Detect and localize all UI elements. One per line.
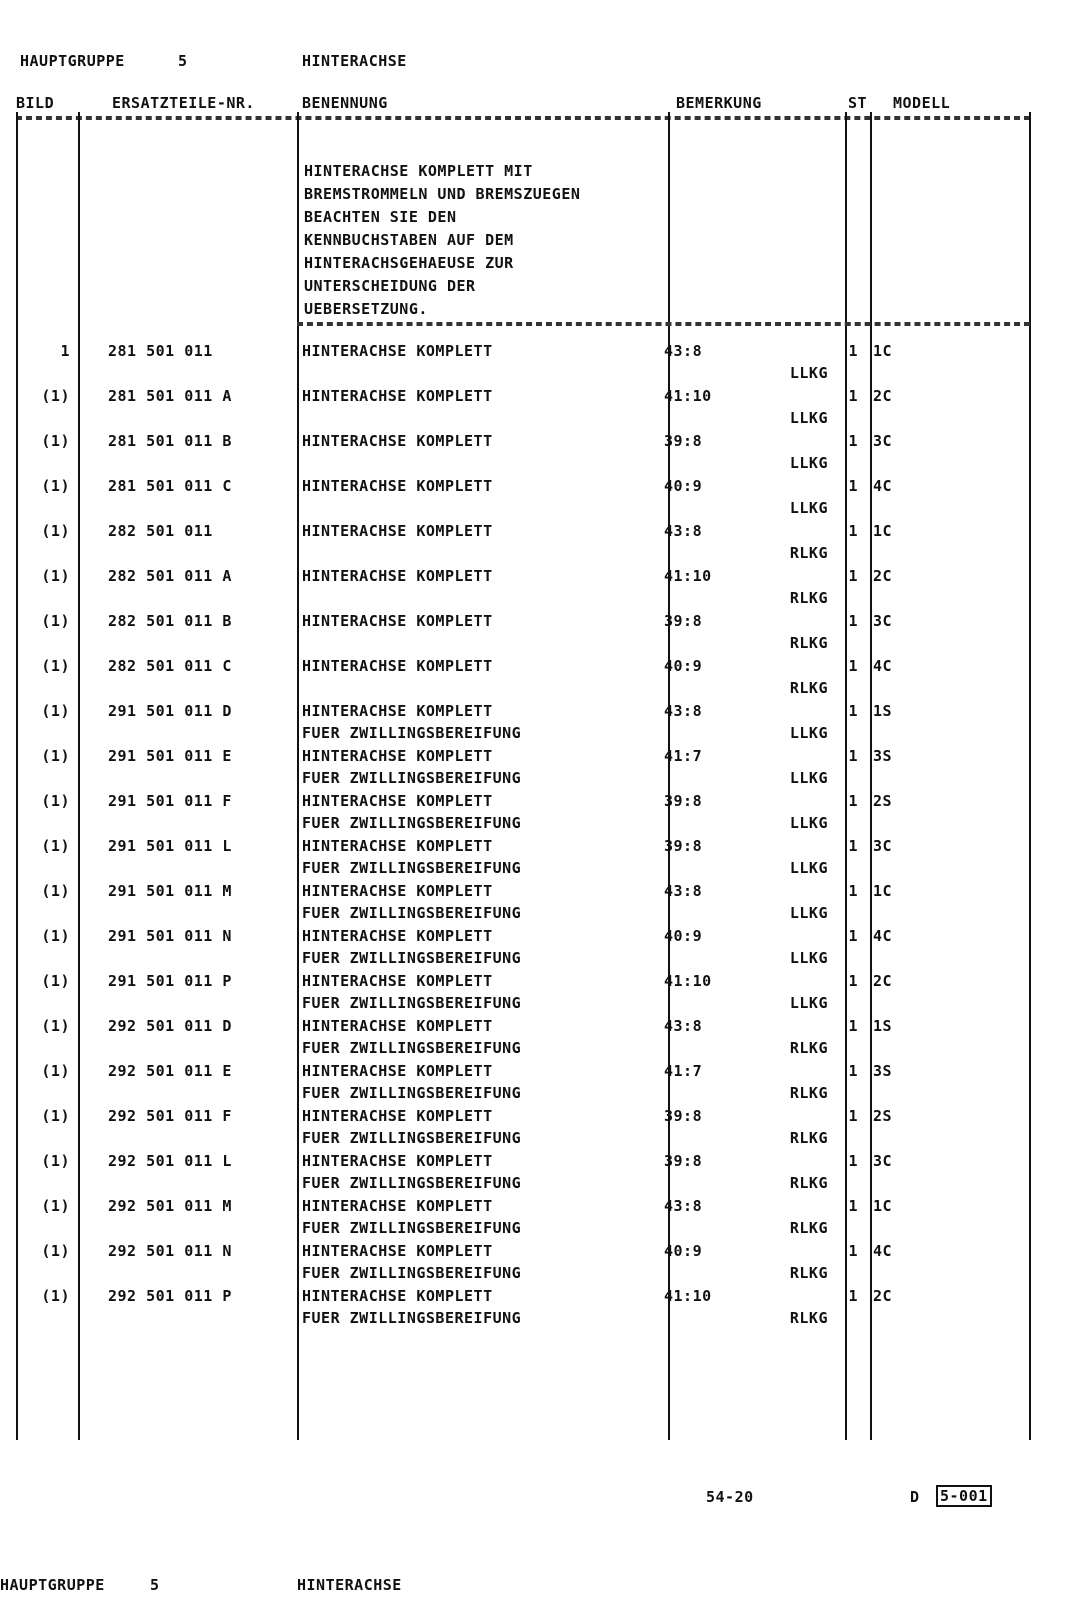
part-number: 282 501 011 C	[108, 657, 232, 675]
model: 1C	[873, 522, 893, 540]
quantity: 1	[848, 522, 858, 540]
table-row	[0, 747, 1083, 792]
quantity: 1	[848, 702, 858, 720]
part-number: 281 501 011 C	[108, 477, 232, 495]
quantity: 1	[848, 477, 858, 495]
part-number: 292 501 011 F	[108, 1107, 232, 1125]
side-code: LLKG	[789, 949, 828, 967]
bild-cell: (1)	[41, 522, 70, 540]
part-number: 291 501 011 N	[108, 927, 232, 945]
description-line2: FUER ZWILLINGSBEREIFUNG	[302, 1039, 522, 1057]
bild-cell: (1)	[41, 657, 70, 675]
bild-cell: (1)	[41, 432, 70, 450]
language-code: D	[910, 1488, 920, 1506]
side-code: LLKG	[789, 409, 828, 427]
bild-cell: (1)	[41, 882, 70, 900]
part-number: 291 501 011 L	[108, 837, 232, 855]
description-line2: FUER ZWILLINGSBEREIFUNG	[302, 1129, 522, 1147]
intro-separator	[297, 322, 1030, 326]
bild-cell: (1)	[41, 1152, 70, 1170]
quantity: 1	[848, 342, 858, 360]
side-code: RLKG	[789, 1039, 828, 1057]
side-code: RLKG	[789, 1129, 828, 1147]
model: 3C	[873, 432, 893, 450]
table-row	[0, 927, 1083, 972]
quantity: 1	[848, 972, 858, 990]
side-code: RLKG	[789, 1264, 828, 1282]
quantity: 1	[848, 1017, 858, 1035]
col-header-bemerkung: BEMERKUNG	[676, 94, 762, 112]
ratio: 41:7	[664, 747, 703, 765]
col-header-st: ST	[848, 94, 868, 112]
description-line2: FUER ZWILLINGSBEREIFUNG	[302, 769, 522, 787]
next-group-label: HAUPTGRUPPE	[0, 1576, 105, 1594]
ratio: 43:8	[664, 702, 703, 720]
ratio: 39:8	[664, 612, 703, 630]
bild-cell: (1)	[41, 837, 70, 855]
description: HINTERACHSE KOMPLETT	[302, 522, 493, 540]
ratio: 40:9	[664, 477, 703, 495]
model: 3S	[873, 1062, 893, 1080]
quantity: 1	[848, 567, 858, 585]
description: HINTERACHSE KOMPLETT	[302, 882, 493, 900]
intro-line: BREMSTROMMELN UND BREMSZUEGEN	[304, 185, 581, 203]
side-code: RLKG	[789, 544, 828, 562]
description: HINTERACHSE KOMPLETT	[302, 1242, 493, 1260]
table-row	[0, 1107, 1083, 1152]
description-line2: FUER ZWILLINGSBEREIFUNG	[302, 1084, 522, 1102]
intro-line: HINTERACHSE KOMPLETT MIT	[304, 162, 533, 180]
description: HINTERACHSE KOMPLETT	[302, 1197, 493, 1215]
description: HINTERACHSE KOMPLETT	[302, 792, 493, 810]
bild-cell: (1)	[41, 1242, 70, 1260]
model: 1S	[873, 702, 893, 720]
table-row	[0, 387, 1083, 432]
quantity: 1	[848, 792, 858, 810]
bild-cell: (1)	[41, 1017, 70, 1035]
table-row	[0, 432, 1083, 477]
group-name: HINTERACHSE	[302, 52, 407, 70]
description: HINTERACHSE KOMPLETT	[302, 612, 493, 630]
description-line2: FUER ZWILLINGSBEREIFUNG	[302, 1219, 522, 1237]
quantity: 1	[848, 612, 858, 630]
bild-cell: (1)	[41, 927, 70, 945]
model: 3C	[873, 1152, 893, 1170]
table-row	[0, 1197, 1083, 1242]
quantity: 1	[848, 1197, 858, 1215]
side-code: RLKG	[789, 589, 828, 607]
bild-cell: 1	[60, 342, 70, 360]
side-code: LLKG	[789, 454, 828, 472]
description: HINTERACHSE KOMPLETT	[302, 1107, 493, 1125]
description: HINTERACHSE KOMPLETT	[302, 702, 493, 720]
model: 4C	[873, 1242, 893, 1260]
table-row	[0, 702, 1083, 747]
model: 1C	[873, 1197, 893, 1215]
description-line2: FUER ZWILLINGSBEREIFUNG	[302, 814, 522, 832]
side-code: RLKG	[789, 1174, 828, 1192]
ratio: 39:8	[664, 1107, 703, 1125]
ratio: 41:7	[664, 1062, 703, 1080]
next-group-number: 5	[150, 1576, 160, 1594]
model: 4C	[873, 927, 893, 945]
ratio: 40:9	[664, 1242, 703, 1260]
bild-cell: (1)	[41, 747, 70, 765]
quantity: 1	[848, 1152, 858, 1170]
group-label: HAUPTGRUPPE	[20, 52, 125, 70]
next-group-name: HINTERACHSE	[297, 1576, 402, 1594]
ratio: 43:8	[664, 1197, 703, 1215]
description: HINTERACHSE KOMPLETT	[302, 1287, 493, 1305]
bild-cell: (1)	[41, 567, 70, 585]
bild-cell: (1)	[41, 1107, 70, 1125]
ratio: 43:8	[664, 882, 703, 900]
description: HINTERACHSE KOMPLETT	[302, 432, 493, 450]
table-row	[0, 837, 1083, 882]
intro-line: BEACHTEN SIE DEN	[304, 208, 457, 226]
part-number: 291 501 011 M	[108, 882, 232, 900]
model: 1S	[873, 1017, 893, 1035]
description: HINTERACHSE KOMPLETT	[302, 1017, 493, 1035]
part-number: 282 501 011	[108, 522, 213, 540]
quantity: 1	[848, 1287, 858, 1305]
description-line2: FUER ZWILLINGSBEREIFUNG	[302, 1264, 522, 1282]
bild-cell: (1)	[41, 1062, 70, 1080]
ratio: 39:8	[664, 1152, 703, 1170]
quantity: 1	[848, 927, 858, 945]
bild-cell: (1)	[41, 387, 70, 405]
part-number: 292 501 011 N	[108, 1242, 232, 1260]
part-number: 291 501 011 F	[108, 792, 232, 810]
ratio: 39:8	[664, 432, 703, 450]
intro-line: UEBERSETZUNG.	[304, 300, 428, 318]
intro-line: UNTERSCHEIDUNG DER	[304, 277, 476, 295]
part-number: 281 501 011	[108, 342, 213, 360]
bild-cell: (1)	[41, 792, 70, 810]
side-code: RLKG	[789, 679, 828, 697]
description: HINTERACHSE KOMPLETT	[302, 342, 493, 360]
table-row	[0, 657, 1083, 702]
bild-cell: (1)	[41, 1287, 70, 1305]
quantity: 1	[848, 747, 858, 765]
table-row	[0, 1242, 1083, 1287]
model: 2C	[873, 387, 893, 405]
part-number: 291 501 011 D	[108, 702, 232, 720]
description-line2: FUER ZWILLINGSBEREIFUNG	[302, 724, 522, 742]
table-row	[0, 342, 1083, 387]
part-number: 292 501 011 L	[108, 1152, 232, 1170]
description: HINTERACHSE KOMPLETT	[302, 837, 493, 855]
quantity: 1	[848, 1107, 858, 1125]
quantity: 1	[848, 657, 858, 675]
quantity: 1	[848, 432, 858, 450]
description: HINTERACHSE KOMPLETT	[302, 477, 493, 495]
header-separator	[16, 116, 1030, 120]
model: 2S	[873, 1107, 893, 1125]
ratio: 41:10	[664, 387, 712, 405]
description-line2: FUER ZWILLINGSBEREIFUNG	[302, 994, 522, 1012]
side-code: RLKG	[789, 1084, 828, 1102]
part-number: 291 501 011 P	[108, 972, 232, 990]
bild-cell: (1)	[41, 477, 70, 495]
table-row	[0, 792, 1083, 837]
side-code: LLKG	[789, 769, 828, 787]
bild-cell: (1)	[41, 972, 70, 990]
description: HINTERACHSE KOMPLETT	[302, 387, 493, 405]
col-header-benennung: BENENNUNG	[302, 94, 388, 112]
ratio: 41:10	[664, 972, 712, 990]
page-code: 54-20	[706, 1488, 754, 1506]
model: 4C	[873, 657, 893, 675]
model: 2C	[873, 972, 893, 990]
part-number: 282 501 011 A	[108, 567, 232, 585]
side-code: RLKG	[789, 1309, 828, 1327]
side-code: RLKG	[789, 634, 828, 652]
col-header-bild: BILD	[16, 94, 55, 112]
page-reference: 5-001	[936, 1485, 992, 1507]
table-row	[0, 882, 1083, 927]
part-number: 281 501 011 B	[108, 432, 232, 450]
side-code: LLKG	[789, 859, 828, 877]
ratio: 39:8	[664, 837, 703, 855]
part-number: 292 501 011 P	[108, 1287, 232, 1305]
model: 2C	[873, 1287, 893, 1305]
model: 1C	[873, 342, 893, 360]
side-code: LLKG	[789, 814, 828, 832]
group-number: 5	[178, 52, 188, 70]
ratio: 43:8	[664, 522, 703, 540]
table-row	[0, 1152, 1083, 1197]
description: HINTERACHSE KOMPLETT	[302, 657, 493, 675]
model: 4C	[873, 477, 893, 495]
quantity: 1	[848, 837, 858, 855]
bild-cell: (1)	[41, 612, 70, 630]
part-number: 292 501 011 E	[108, 1062, 232, 1080]
table-row	[0, 1017, 1083, 1062]
bild-cell: (1)	[41, 702, 70, 720]
part-number: 292 501 011 M	[108, 1197, 232, 1215]
ratio: 40:9	[664, 657, 703, 675]
quantity: 1	[848, 1062, 858, 1080]
side-code: LLKG	[789, 904, 828, 922]
table-row	[0, 972, 1083, 1017]
description: HINTERACHSE KOMPLETT	[302, 927, 493, 945]
side-code: RLKG	[789, 1219, 828, 1237]
model: 3C	[873, 612, 893, 630]
description-line2: FUER ZWILLINGSBEREIFUNG	[302, 904, 522, 922]
table-row	[0, 522, 1083, 567]
model: 1C	[873, 882, 893, 900]
ratio: 40:9	[664, 927, 703, 945]
model: 3S	[873, 747, 893, 765]
quantity: 1	[848, 387, 858, 405]
side-code: LLKG	[789, 499, 828, 517]
quantity: 1	[848, 882, 858, 900]
ratio: 43:8	[664, 342, 703, 360]
table-row	[0, 477, 1083, 522]
col-header-ersatzteile-nr: ERSATZTEILE-NR.	[112, 94, 255, 112]
model: 2C	[873, 567, 893, 585]
description: HINTERACHSE KOMPLETT	[302, 1152, 493, 1170]
part-number: 281 501 011 A	[108, 387, 232, 405]
table-row	[0, 612, 1083, 657]
table-row	[0, 1287, 1083, 1332]
side-code: LLKG	[789, 364, 828, 382]
description: HINTERACHSE KOMPLETT	[302, 1062, 493, 1080]
description: HINTERACHSE KOMPLETT	[302, 567, 493, 585]
model: 3C	[873, 837, 893, 855]
ratio: 43:8	[664, 1017, 703, 1035]
intro-line: HINTERACHSGEHAEUSE ZUR	[304, 254, 514, 272]
ratio: 41:10	[664, 567, 712, 585]
part-number: 291 501 011 E	[108, 747, 232, 765]
intro-line: KENNBUCHSTABEN AUF DEM	[304, 231, 514, 249]
side-code: LLKG	[789, 994, 828, 1012]
bild-cell: (1)	[41, 1197, 70, 1215]
table-row	[0, 567, 1083, 612]
ratio: 39:8	[664, 792, 703, 810]
quantity: 1	[848, 1242, 858, 1260]
description-line2: FUER ZWILLINGSBEREIFUNG	[302, 949, 522, 967]
part-number: 292 501 011 D	[108, 1017, 232, 1035]
description-line2: FUER ZWILLINGSBEREIFUNG	[302, 859, 522, 877]
ratio: 41:10	[664, 1287, 712, 1305]
table-row	[0, 1062, 1083, 1107]
model: 2S	[873, 792, 893, 810]
description-line2: FUER ZWILLINGSBEREIFUNG	[302, 1309, 522, 1327]
description: HINTERACHSE KOMPLETT	[302, 747, 493, 765]
description: HINTERACHSE KOMPLETT	[302, 972, 493, 990]
description-line2: FUER ZWILLINGSBEREIFUNG	[302, 1174, 522, 1192]
side-code: LLKG	[789, 724, 828, 742]
part-number: 282 501 011 B	[108, 612, 232, 630]
col-header-modell: MODELL	[893, 94, 951, 112]
